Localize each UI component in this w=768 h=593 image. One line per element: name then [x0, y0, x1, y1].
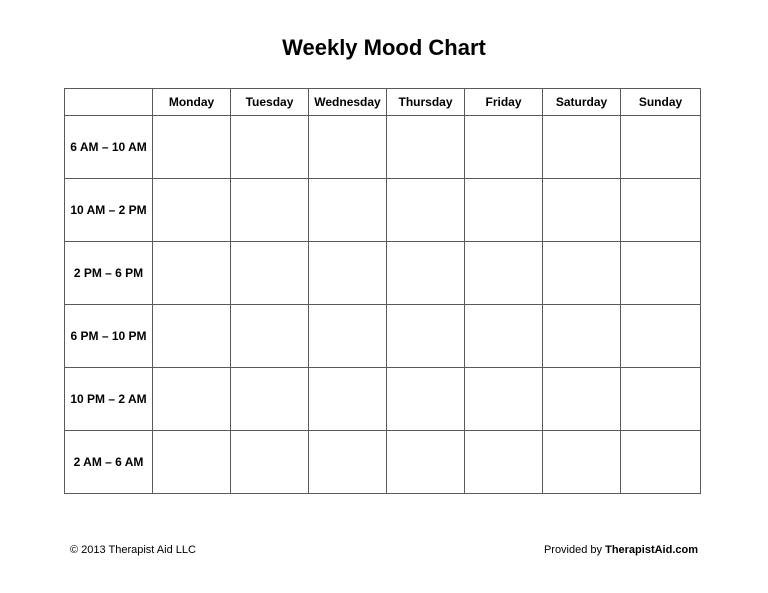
mood-cell[interactable] — [153, 116, 231, 179]
day-header-tuesday: Tuesday — [231, 89, 309, 116]
mood-cell[interactable] — [387, 431, 465, 494]
day-header-wednesday: Wednesday — [309, 89, 387, 116]
mood-cell[interactable] — [153, 179, 231, 242]
mood-cell[interactable] — [309, 431, 387, 494]
page-title: Weekly Mood Chart — [282, 35, 486, 60]
provided-by-brand: TherapistAid.com — [605, 544, 698, 556]
time-slot-label: 6 AM – 10 AM — [65, 116, 153, 179]
mood-cell[interactable] — [387, 368, 465, 431]
table-row — [65, 116, 701, 179]
provided-by-prefix: Provided by — [543, 544, 603, 556]
table-row — [65, 242, 701, 305]
mood-cell[interactable] — [621, 116, 701, 179]
mood-cell[interactable] — [543, 431, 621, 494]
mood-cell[interactable] — [543, 179, 621, 242]
day-header-monday: Monday — [153, 89, 231, 116]
mood-cell[interactable] — [621, 431, 701, 494]
time-slot-label: 6 PM – 10 PM — [65, 305, 153, 368]
time-slot-label: 2 PM – 6 PM — [65, 242, 153, 305]
table-row — [65, 305, 701, 368]
mood-cell[interactable] — [231, 305, 309, 368]
mood-cell[interactable] — [543, 305, 621, 368]
mood-cell[interactable] — [153, 242, 231, 305]
mood-cell[interactable] — [309, 242, 387, 305]
mood-cell[interactable] — [621, 242, 701, 305]
day-header-saturday: Saturday — [543, 89, 621, 116]
mood-cell[interactable] — [465, 116, 543, 179]
mood-cell[interactable] — [465, 242, 543, 305]
mood-cell[interactable] — [231, 116, 309, 179]
mood-cell[interactable] — [309, 305, 387, 368]
mood-cell[interactable] — [387, 116, 465, 179]
mood-cell[interactable] — [387, 242, 465, 305]
mood-cell[interactable] — [309, 116, 387, 179]
mood-cell[interactable] — [465, 431, 543, 494]
mood-cell[interactable] — [543, 116, 621, 179]
day-header-friday: Friday — [465, 89, 543, 116]
mood-cell[interactable] — [309, 179, 387, 242]
table-row — [65, 368, 701, 431]
mood-cell[interactable] — [387, 179, 465, 242]
mood-cell[interactable] — [621, 179, 701, 242]
mood-cell[interactable] — [153, 305, 231, 368]
mood-cell[interactable] — [621, 305, 701, 368]
mood-cell[interactable] — [231, 179, 309, 242]
mood-chart-table — [64, 88, 701, 494]
mood-cell[interactable] — [231, 431, 309, 494]
mood-cell[interactable] — [465, 179, 543, 242]
mood-cell[interactable] — [543, 368, 621, 431]
mood-cell[interactable] — [153, 368, 231, 431]
mood-cell[interactable] — [309, 368, 387, 431]
mood-cell[interactable] — [231, 368, 309, 431]
copyright-notice: © 2013 Therapist Aid LLC — [70, 544, 196, 556]
mood-cell[interactable] — [153, 431, 231, 494]
provided-by — [544, 543, 698, 557]
mood-cell[interactable] — [543, 242, 621, 305]
time-slot-label: 10 AM – 2 PM — [65, 179, 153, 242]
corner-cell — [65, 89, 153, 116]
time-slot-label: 2 AM – 6 AM — [65, 431, 153, 494]
table-row — [65, 431, 701, 494]
mood-cell[interactable] — [465, 305, 543, 368]
mood-cell[interactable] — [231, 242, 309, 305]
mood-cell[interactable] — [465, 368, 543, 431]
mood-cell[interactable] — [387, 305, 465, 368]
header-row — [65, 89, 701, 116]
time-slot-label: 10 PM – 2 AM — [65, 368, 153, 431]
day-header-thursday: Thursday — [387, 89, 465, 116]
day-header-sunday: Sunday — [621, 89, 701, 116]
mood-cell[interactable] — [621, 368, 701, 431]
table-row — [65, 179, 701, 242]
